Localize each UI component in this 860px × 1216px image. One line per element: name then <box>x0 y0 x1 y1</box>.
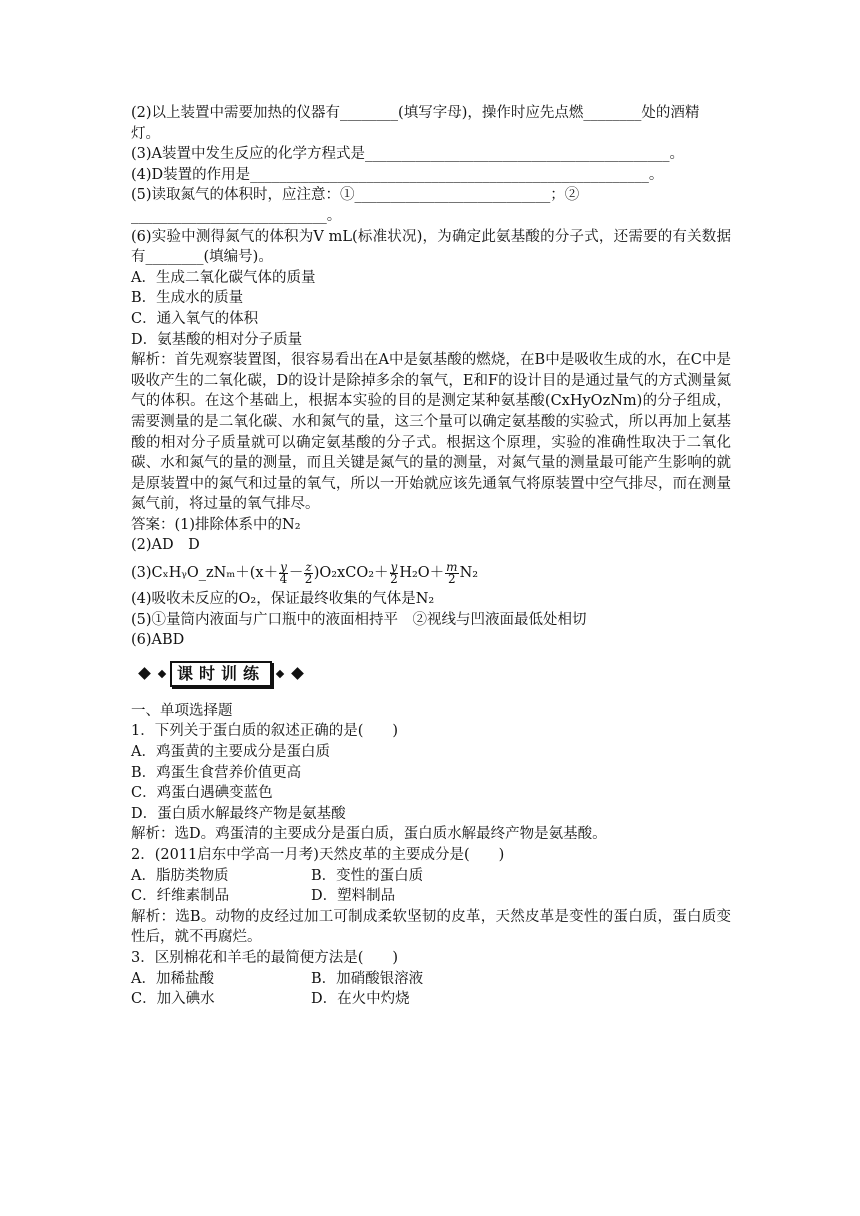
diamond-icon <box>158 670 166 678</box>
exercise-2-option: C．纤维素制品 <box>131 888 230 905</box>
equation-mid-2: H₂O＋ <box>399 565 445 582</box>
exercise-3-option: D．在火中灼烧 <box>311 991 410 1008</box>
exercise-1-option: A．鸡蛋黄的主要成分是蛋白质 <box>131 744 330 761</box>
fraction-m-over-2: $\frac{m}{2}$ <box>446 559 458 586</box>
exercise-3-option: B．加硝酸银溶液 <box>311 970 424 987</box>
exercise-1-stem: 1．下列关于蛋白质的叙述正确的是( ) <box>131 723 399 740</box>
answer-2: (2)AD D <box>131 537 200 554</box>
exercise-3-options-row <box>131 989 731 1010</box>
fraction-y-over-4: $\frac{y}{4}$ <box>279 559 288 586</box>
diamond-icon <box>276 670 284 678</box>
section-banner <box>135 661 731 687</box>
question-3: (3)A装置中发生反应的化学方程式是__________________________________________。 <box>131 146 685 163</box>
q6-option: D．氨基酸的相对分子质量 <box>131 331 303 348</box>
banner-title: 课时训练 <box>170 661 272 687</box>
question-5-line-1: (5)读取氮气的体积时，应注意：①___________________________；② <box>131 187 580 204</box>
exercise-2-options-row <box>131 886 731 907</box>
exercise-1-analysis: 解析：选D。鸡蛋清的主要成分是蛋白质，蛋白质水解最终产物是氨基酸。 <box>131 826 607 843</box>
question-2-line-1: (2)以上装置中需要加热的仪器有________(填写字母)，操作时应先点燃________处的酒精 <box>131 105 700 121</box>
question-2-line-2: 灯。 <box>131 125 160 142</box>
equation-suffix: N₂ <box>459 565 479 582</box>
exercise-2-option: B．变性的蛋白质 <box>311 867 424 884</box>
answer-1: 答案：(1)排除体系中的N₂ <box>131 516 301 533</box>
question-4: (4)D装置的作用是_______________________________________________________。 <box>131 166 664 183</box>
exercise-3-stem: 3．区别棉花和羊毛的最简便方法是( ) <box>131 949 399 966</box>
diamond-icon <box>291 667 304 680</box>
question-5-line-2: ___________________________。 <box>131 207 342 224</box>
answer-5: (5)①量筒内液面与广口瓶中的液面相持平 ②视线与凹液面最低处相切 <box>131 611 587 628</box>
question-6-text: (6)实验中测得氮气的体积为V mL(标准状况)，为确定此氨基酸的分子式，还需要的有关数据有________(填编号)。 <box>131 228 731 266</box>
answer-6: (6)ABD <box>131 632 185 649</box>
q6-option: A．生成二氧化碳气体的质量 <box>131 269 316 286</box>
fraction-z-over-2: $\frac{z}{2}$ <box>304 559 313 586</box>
diamond-icon <box>138 667 151 680</box>
q6-option: C．通入氧气的体积 <box>131 310 259 327</box>
exercise-3-option: A．加稀盐酸 <box>131 970 214 987</box>
exercise-2-options-row <box>131 866 731 887</box>
answer-3-equation <box>131 559 731 587</box>
equation-prefix: (3)CₓHᵧO_zNₘ＋(x＋ <box>131 565 279 582</box>
q6-option: B．生成水的质量 <box>131 290 244 307</box>
answer-4: (4)吸收未反应的O₂，保证最终收集的气体是N₂ <box>131 591 435 608</box>
exercise-1-option: B．鸡蛋生食营养价值更高 <box>131 764 302 781</box>
fraction-y-over-2: $\frac{y}{2}$ <box>390 559 398 586</box>
section-title: 一、单项选择题 <box>131 702 233 719</box>
exercise-2-stem: 2．(2011启东中学高一月考)天然皮革的主要成分是( ) <box>131 847 505 863</box>
exercise-3-option: C．加入碘水 <box>131 991 215 1008</box>
equation-mid: )O₂xCO₂＋ <box>313 565 389 582</box>
exercise-2-analysis: 解析：选B。动物的皮经过加工可制成柔软坚韧的皮革，天然皮革是变性的蛋白质，蛋白质变性后，就不再腐烂。 <box>131 908 731 946</box>
exercise-1-option: D．蛋白质水解最终产物是氨基酸 <box>131 805 346 822</box>
exercise-3-options-row <box>131 969 731 990</box>
equation-minus: － <box>288 565 304 582</box>
exercise-2-option: D．塑料制品 <box>311 888 396 905</box>
exercise-1-option: C．鸡蛋白遇碘变蓝色 <box>131 785 273 802</box>
analysis-paragraph: 解析：首先观察装置图，很容易看出在A中是氨基酸的燃烧，在B中是吸收生成的水，在C中是吸收产生的二氧化碳，D的设计是除掉多余的氧气，E和F的设计目的是通过量气的方式测量氮气的体积。在这个基础上，根据本实验的目的是测定某种氨基酸(CxHyOzNm)的分子组成，需要测量的是二氧化碳、水和氮气的量，这三个量可以确定氨基酸的实验式，所以再加上氨基酸的相对分子质量就可以确定氨基酸的分子式。根据这个原理，实验的准确性取决于二氧化碳、水和氮气的量的测量，而且关键是氮气的量的测量，对氮气量的测量最可能产生影响的就是原装置中的氮气和过量的氧气，所以一开始就应该先通氧气将原装置中空气排尽，而在测量氮气前，将过量的氧气排尽。 <box>131 352 731 513</box>
exercise-2-option: A．脂肪类物质 <box>131 867 229 884</box>
document-page <box>131 103 731 1010</box>
